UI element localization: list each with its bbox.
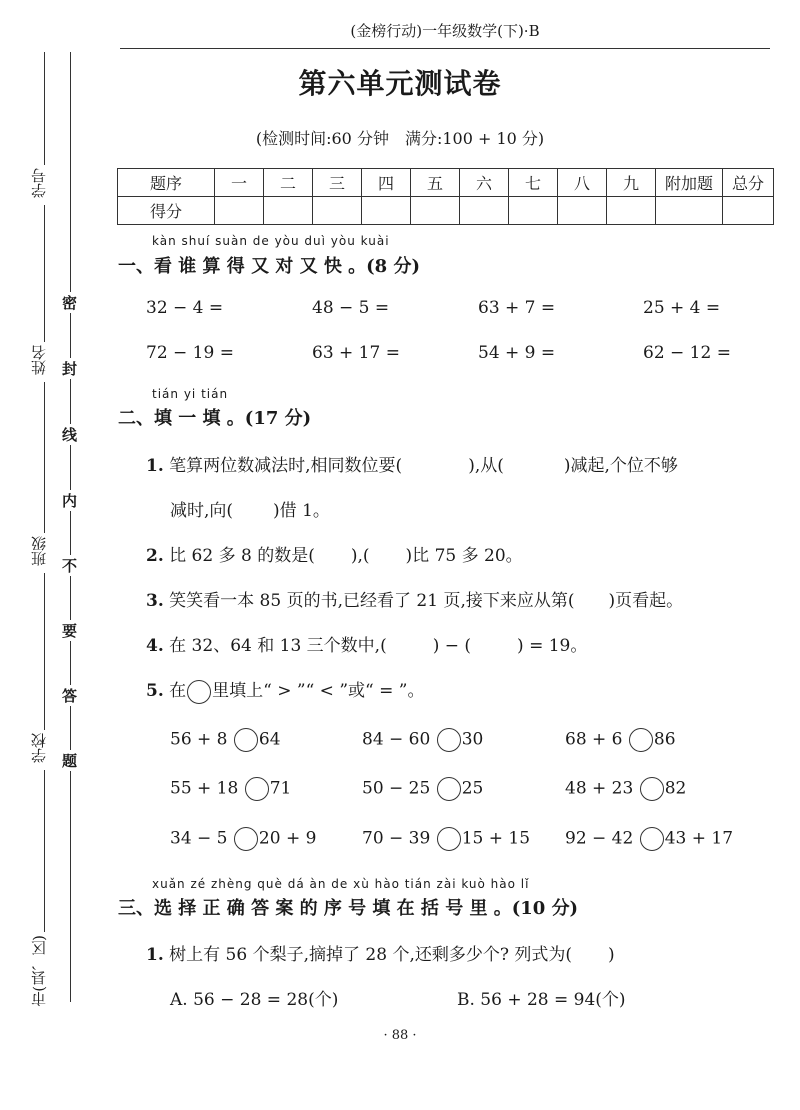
book-title: (金榜行动)一年级数学(下)·B [350,22,540,40]
compare-circle[interactable] [234,827,258,851]
arith-expr: 72 − 19 = [146,343,234,363]
seal-char: 题 [62,752,78,770]
arith-expr: 48 − 5 = [312,298,390,318]
compare-item [170,777,291,801]
page-number: · 88 · [383,1028,417,1043]
compare-right: 15 + 15 [461,828,531,849]
section2-pinyin: tián yi tián [152,387,229,401]
score-cell[interactable] [723,197,774,225]
question-text: 在 32、64 和 13 三个数中,( [169,636,387,656]
compare-left: 48 + 23 [565,778,634,799]
question-text: 笑笑看一本 85 页的书,已经看了 21 页,接下来应从第( [169,591,575,611]
section3-pinyin: xuǎn zé zhèng què dá àn de xù hào tián zài kuò hào lǐ [152,877,530,891]
circle-icon [187,680,211,704]
score-cell[interactable] [558,197,607,225]
question-text: ),从( [468,456,504,476]
question-2-1 [146,451,678,476]
compare-circle[interactable] [640,777,664,801]
seal-char: 密 [62,294,78,312]
question-number: 4. [146,636,164,656]
table-cell: 五 [411,169,460,197]
compare-circle[interactable] [234,728,258,752]
page-title: 第六单元测试卷 [298,67,502,100]
score-table [117,168,774,225]
score-cell[interactable] [264,197,313,225]
table-cell: 三 [313,169,362,197]
compare-right: 82 [664,778,687,799]
table-cell: 总分 [723,169,774,197]
compare-item [362,827,530,851]
table-cell: 一 [215,169,264,197]
question-2-2 [146,541,523,566]
question-2-3 [146,586,683,611]
score-cell[interactable] [313,197,362,225]
table-cell: 题序 [118,169,215,197]
compare-right: 43 + 17 [664,828,734,849]
compare-right: 20 + 9 [258,828,317,849]
question-text: 里填上“ > ”“ < ”或“ = ”。 [212,681,425,701]
compare-circle[interactable] [437,777,461,801]
compare-left: 56 + 8 [170,729,228,750]
table-cell: 二 [264,169,313,197]
name-label: 姓名 [28,342,49,382]
compare-item [170,728,281,752]
question-2-1-cont [170,496,330,521]
question-2-4 [146,631,587,656]
compare-item [362,728,483,752]
score-cell[interactable] [607,197,656,225]
question-number: 5. [146,681,164,701]
compare-left: 50 − 25 [362,778,431,799]
question-text: )页看起。 [608,591,684,611]
section2-heading: 二、填 一 填 。(17 分) [118,408,312,429]
school-label: 学校 [28,730,49,770]
table-cell: 七 [509,169,558,197]
seal-char: 封 [62,360,78,378]
table-cell: 八 [558,169,607,197]
question-text: ) [608,945,615,965]
score-cell[interactable] [656,197,723,225]
score-cell[interactable] [460,197,509,225]
score-cell[interactable] [362,197,411,225]
compare-left: 92 − 42 [565,828,634,849]
seal-char: 线 [62,426,78,444]
compare-right: 25 [461,778,484,799]
question-text: ) = 19。 [517,636,588,656]
binding-line-right [70,52,71,1002]
header-rule [120,48,770,49]
question-number: 3. [146,591,164,611]
table-cell: 附加题 [656,169,723,197]
arith-expr: 54 + 9 = [478,343,556,363]
question-number: 1. [146,456,164,476]
compare-circle[interactable] [245,777,269,801]
section1-pinyin: kàn shuí suàn de yòu duì yòu kuài [152,234,390,248]
seal-char: 答 [62,687,78,705]
arith-expr: 63 + 7 = [478,298,556,318]
compare-right: 30 [461,729,484,750]
score-table-header-row [118,169,774,197]
question-3-1 [146,940,615,965]
table-cell: 四 [362,169,411,197]
compare-left: 68 + 6 [565,729,623,750]
class-label: 班级 [28,533,49,573]
compare-left: 70 − 39 [362,828,431,849]
compare-right: 86 [653,729,676,750]
compare-item [565,728,676,752]
compare-item [565,827,733,851]
compare-circle[interactable] [640,827,664,851]
compare-circle[interactable] [629,728,653,752]
question-text: 比 62 多 8 的数是( [169,546,315,566]
student-id-label: 学号 [28,165,49,205]
table-cell: 九 [607,169,656,197]
question-text: ),( [350,546,370,566]
compare-left: 55 + 18 [170,778,239,799]
exam-info: (检测时间:60 分钟 满分:100 + 10 分) [255,129,545,148]
compare-right: 71 [269,778,292,799]
seal-char: 内 [62,492,78,510]
table-cell: 得分 [118,197,215,225]
compare-item [565,777,686,801]
compare-right: 64 [258,729,281,750]
section3-heading: 三、选 择 正 确 答 案 的 序 号 填 在 括 号 里 。(10 分) [118,898,579,919]
option-b: B. 56 + 28 = 94(个) [457,990,626,1010]
compare-circle[interactable] [437,827,461,851]
question-number: 2. [146,546,164,566]
city-label: 市(县、区) [28,932,49,1014]
question-text: )比 75 多 20。 [405,546,523,566]
seal-char: 不 [62,557,78,575]
section1-heading: 一、看 谁 算 得 又 对 又 快 。(8 分) [118,256,420,277]
score-cell[interactable] [509,197,558,225]
question-text: )借 1。 [273,501,330,521]
compare-item [362,777,483,801]
arith-expr: 32 − 4 = [146,298,224,318]
table-cell: 六 [460,169,509,197]
compare-left: 34 − 5 [170,828,228,849]
compare-circle[interactable] [437,728,461,752]
score-cell[interactable] [215,197,264,225]
question-text: 减时,向( [170,501,234,521]
question-text: 树上有 56 个梨子,摘掉了 28 个,还剩多少个? 列式为( [169,945,572,965]
question-text: ) − ( [432,636,472,656]
score-cell[interactable] [411,197,460,225]
question-text: 在 [169,681,187,701]
question-2-5 [146,676,424,704]
arith-expr: 62 − 12 = [643,343,731,363]
compare-item [170,827,316,851]
arith-expr: 63 + 17 = [312,343,400,363]
arith-expr: 25 + 4 = [643,298,721,318]
question-text: )减起,个位不够 [563,456,678,476]
score-table-score-row [118,197,774,225]
seal-char: 要 [62,622,78,640]
option-a: A. 56 − 28 = 28(个) [170,990,339,1010]
question-number: 1. [146,945,164,965]
compare-left: 84 − 60 [362,729,431,750]
question-text: 笔算两位数减法时,相同数位要( [169,456,403,476]
